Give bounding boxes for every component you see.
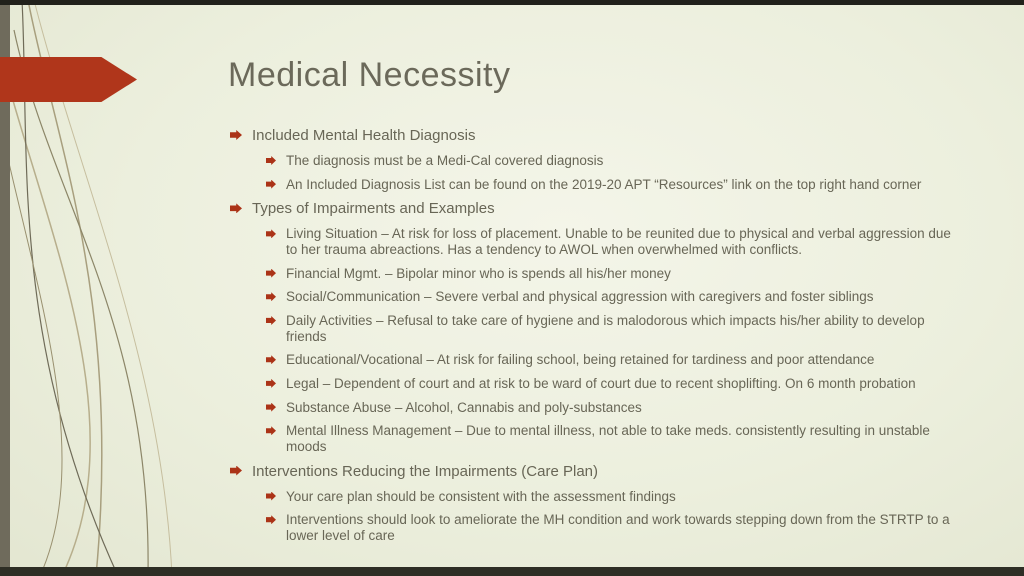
bullet-icon	[266, 292, 276, 301]
slide-title: Medical Necessity	[228, 56, 511, 94]
bullet-icon	[266, 492, 276, 501]
bullet-item	[266, 177, 958, 193]
bullet-icon	[230, 130, 242, 140]
slide-body	[230, 127, 958, 552]
bullet-icon	[266, 403, 276, 412]
bullet-icon	[266, 515, 276, 524]
bullet-text: Legal – Dependent of court and at risk to be ward of court due to recent shoplifting. On 6 month probation	[286, 375, 916, 391]
bullet-text: Social/Communication – Severe verbal and physical aggression with caregivers and foster siblings	[286, 289, 874, 305]
bullet-icon	[266, 316, 276, 325]
bullet-item	[230, 200, 958, 218]
bullet-text: Interventions Reducing the Impairments (Care Plan)	[252, 462, 598, 480]
bullet-item	[266, 313, 958, 344]
bullet-icon	[266, 379, 276, 388]
bullet-icon	[266, 180, 276, 189]
bullet-item	[266, 226, 958, 257]
bullet-item	[266, 512, 958, 543]
bullet-item	[266, 289, 958, 305]
bullet-text: Your care plan should be consistent with the assessment findings	[286, 488, 676, 504]
bullet-item	[266, 352, 958, 368]
bullet-text: Substance Abuse – Alcohol, Cannabis and poly-substances	[286, 399, 642, 415]
bullet-text: Interventions should look to ameliorate the MH condition and work towards stepping down from the STRTP to a lower level of care	[286, 512, 950, 543]
bullet-item	[230, 463, 958, 481]
bullet-text: Daily Activities – Refusal to take care of hygiene and is malodorous which impacts his/her ability to develop friends	[286, 312, 925, 344]
bullet-item	[266, 376, 958, 392]
bullet-icon	[266, 426, 276, 435]
bullet-text: Mental Illness Management – Due to mental illness, not able to take meds. consistently resulting in unstable moods	[286, 423, 930, 454]
bullet-text: An Included Diagnosis List can be found on the 2019-20 APT “Resources” link on the top right hand corner	[286, 176, 922, 192]
bullet-item	[230, 127, 958, 145]
bullet-icon	[230, 203, 242, 213]
bullet-icon	[266, 229, 276, 238]
bullet-text: Educational/Vocational – At risk for failing school, being retained for tardiness and poor attendance	[286, 352, 875, 368]
bullet-text: Living Situation – At risk for loss of placement. Unable to be reunited due to physical and verbal aggression due to her trauma abreactions. Has a tendency to AWOL when overwhelmed with conflicts.	[286, 226, 951, 257]
bullet-text: Types of Impairments and Examples	[252, 200, 495, 218]
bullet-icon	[266, 355, 276, 364]
bullet-icon	[230, 466, 242, 476]
bullet-item	[266, 400, 958, 416]
bullet-item	[266, 489, 958, 505]
bullet-text: Financial Mgmt. – Bipolar minor who is spends all his/her money	[286, 265, 671, 281]
bullet-item	[266, 266, 958, 282]
bullet-item	[266, 423, 958, 454]
bullet-text: Included Mental Health Diagnosis	[252, 127, 476, 144]
bullet-item	[266, 153, 958, 169]
bullet-icon	[266, 156, 276, 165]
bottom-edge-strip	[0, 567, 1024, 576]
bullet-icon	[266, 269, 276, 278]
bullet-text: The diagnosis must be a Medi-Cal covered diagnosis	[286, 153, 604, 168]
top-edge-strip	[0, 0, 1024, 5]
